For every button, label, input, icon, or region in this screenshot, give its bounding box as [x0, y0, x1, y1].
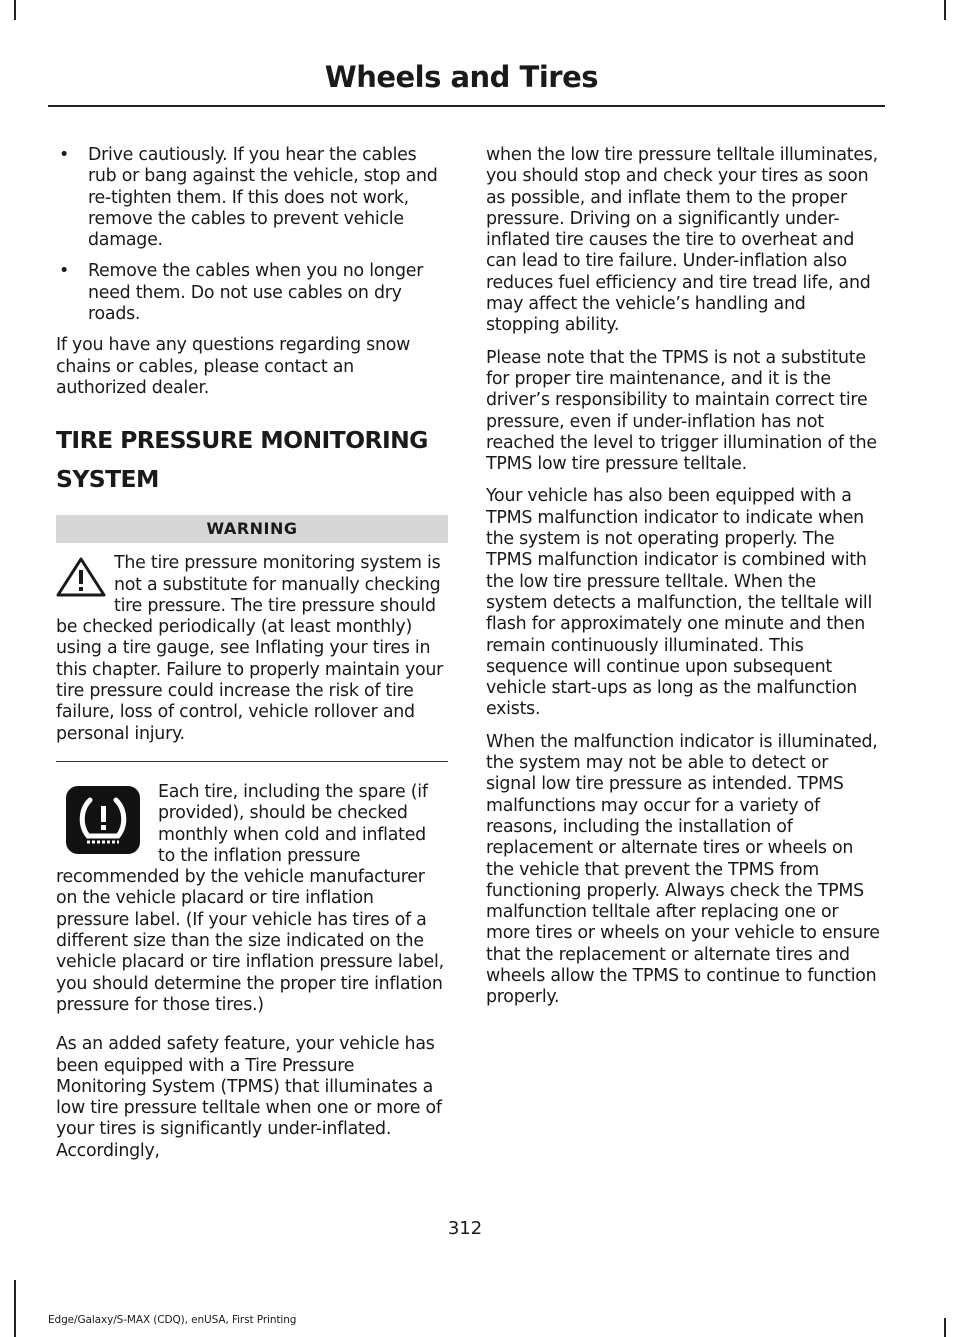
tpms-paragraph: As an added safety feature, your vehicle has been equipped with a Tire Pressure Monitoring System (TPMS) that illuminates a low tire pressure telltale when one or more of your tires is significantly under-inflated. Accordingly, [56, 1034, 442, 1161]
body-paragraph: when the low tire pressure telltale illuminates, you should stop and check your tires as soon as possible, and inflate them to the proper pressure. Driving on a significantly under-inflated tire causes the tire to overheat and can lead to tire failure. Under-inflation also reduces fuel efficiency and tire tread life, and may affect the vehicle’s handling and stopping ability. [486, 145, 878, 336]
header-divider [48, 105, 885, 107]
crop-mark-top-right [944, 0, 946, 20]
intro-paragraph: If you have any questions regarding snow chains or cables, please contact an authorized dealer. [56, 335, 411, 398]
warning-banner: WARNING [56, 515, 448, 543]
left-column [56, 145, 448, 1173]
warning-text: The tire pressure monitoring system is not a substitute for manually checking tire pressure. The tire pressure should be checked periodically (at least monthly) using a tire gauge, see Inflating your tires in this chapter. Failure to properly maintain your tire pressure could increase the risk of tire failure, loss of control, vehicle rollover and personal injury. [56, 553, 444, 744]
crop-mark-top-left [14, 0, 16, 20]
section-heading: TIRE PRESSURE MONITORING SYSTEM [56, 426, 428, 494]
body-paragraph: Your vehicle has also been equipped with a TPMS malfunction indicator to indicate when the system is not operating properly. The TPMS malfunction indicator is combined with the low tire pressure telltale. When the system detects a malfunction, the telltale will flash for approximately one minute and then remain continuously illuminated. This sequence will continue upon subsequent vehicle start-ups as long as the malfunction exists. [486, 486, 873, 720]
list-item [56, 145, 448, 251]
warning-block [56, 553, 448, 745]
section-divider [56, 761, 448, 762]
right-column [486, 145, 880, 1020]
body-paragraph: When the malfunction indicator is illuminated, the system may not be able to detect or signal low tire pressure as intended. TPMS malfunctions may occur for a variety of reasons, including the installation of replacement or alternate tires or wheels on the vehicle that prevent the TPMS from functioning properly. Always check the TPMS malfunction telltale after replacing one or more tires or wheels on your vehicle to ensure that the replacement or alternate tires and wheels allow the TPMS to continue to function properly. [486, 731, 880, 1008]
bullet-marker: • [59, 261, 70, 282]
warning-triangle-icon [56, 557, 106, 597]
info-block [56, 782, 448, 1016]
edition-footer: Edge/Galaxy/S-MAX (CDQ), enUSA, First Printing [48, 1314, 297, 1326]
bullet-text: Remove the cables when you no longer need them. Do not use cables on dry roads. [88, 261, 424, 325]
crop-mark-bottom-right [944, 1318, 946, 1337]
bullet-marker: • [59, 145, 70, 165]
info-text: Each tire, including the spare (if provided), should be checked monthly when cold and inflated to the inflation pressure recommended by the vehicle manufacturer on the vehicle placard or tire inflation pressure label. (If your vehicle has tires of a different size than the size indicated on the vehicle placard or tire inflation pressure label, you should determine the proper tire inflation pressure for those tires.) [56, 781, 444, 1015]
list-item [56, 261, 448, 325]
page-title: Wheels and Tires [324, 60, 598, 94]
body-paragraph: Please note that the TPMS is not a substitute for proper tire maintenance, and it is the driver’s responsibility to maintain correct tire pressure, even if under-inflation has not reached the level to trigger illumination of the TPMS low tire pressure telltale. [486, 347, 877, 475]
page-number: 312 [447, 1218, 483, 1239]
crop-mark-bottom-left [14, 1280, 16, 1337]
tpms-telltale-icon [66, 786, 140, 854]
bullet-text: Drive cautiously. If you hear the cables rub or bang against the vehicle, stop and re-tighten them. If this does not work, remove the cables to prevent vehicle damage. [88, 145, 438, 251]
